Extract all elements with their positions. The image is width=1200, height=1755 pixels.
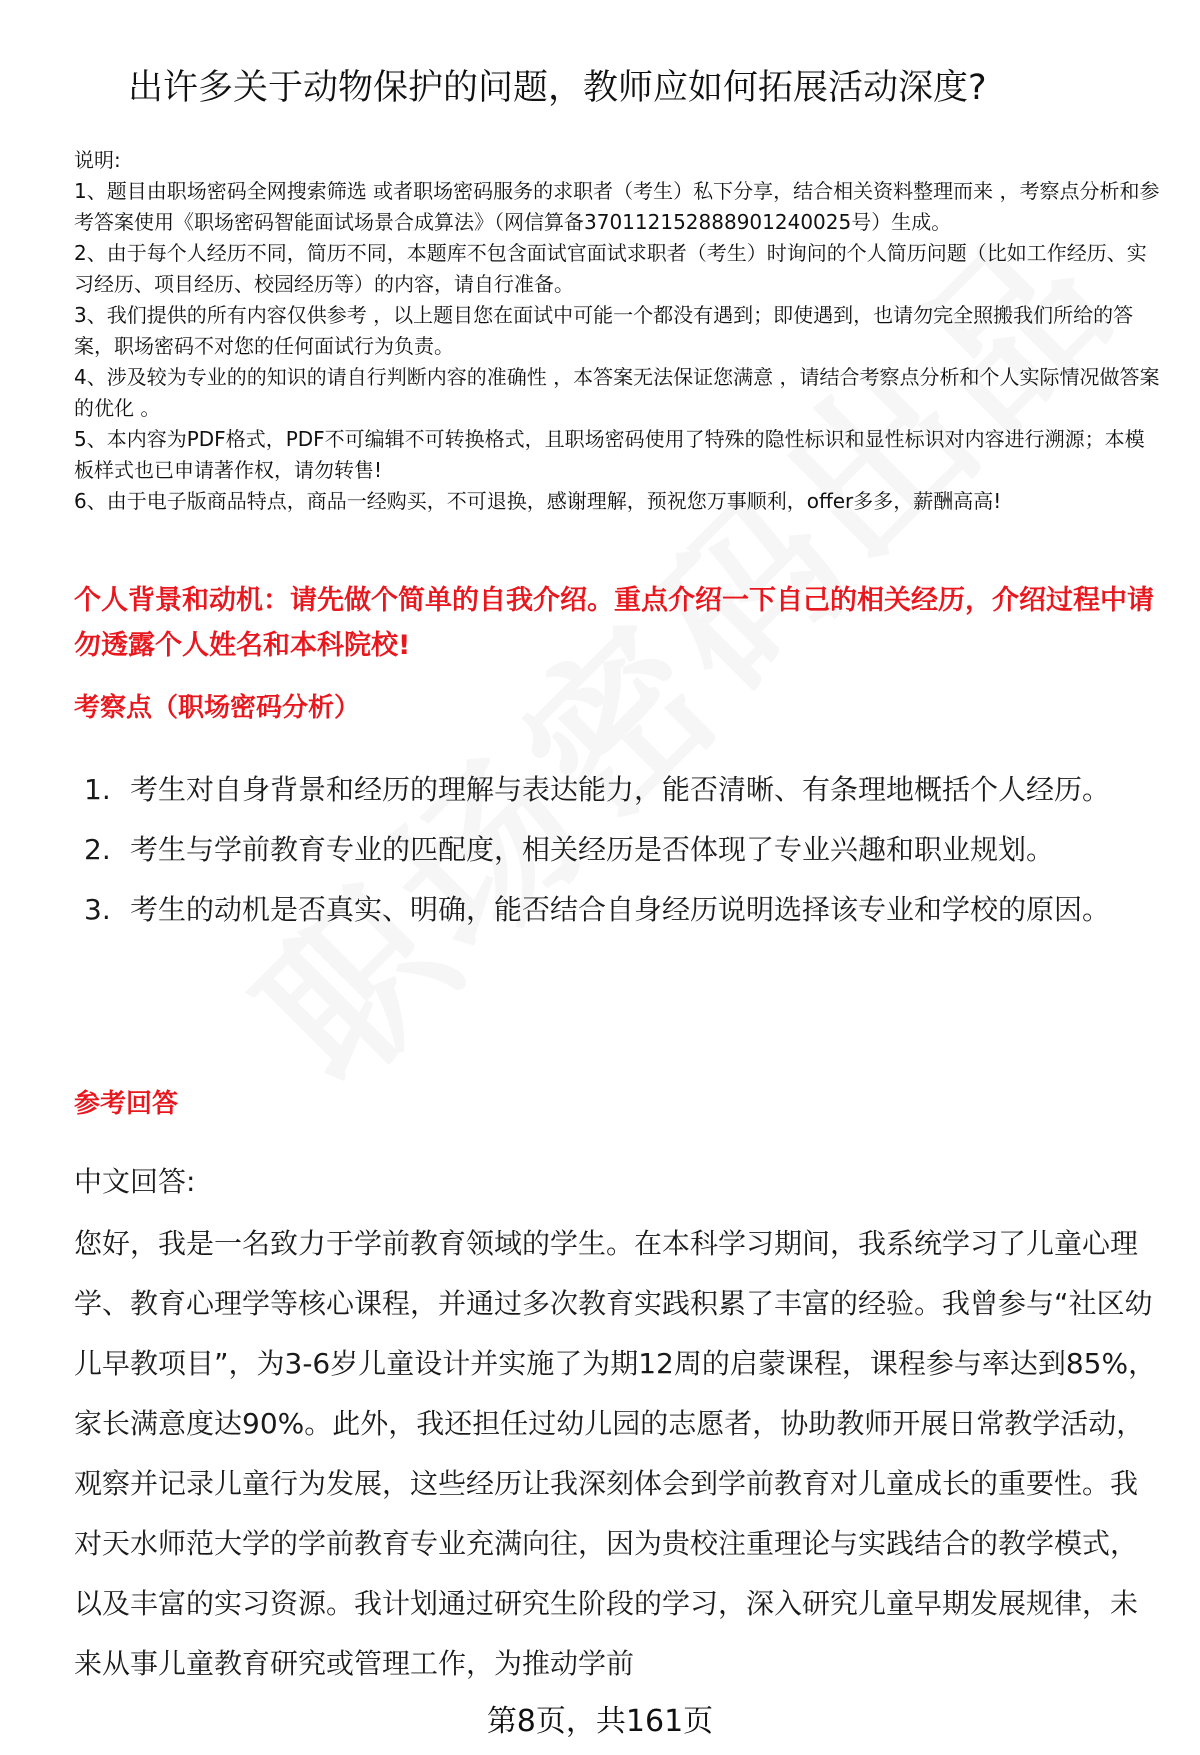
key-point-item bbox=[84, 820, 1144, 880]
key-point-text: 考生的动机是否真实、明确，能否结合自身经历说明选择该专业和学校的原因。 bbox=[130, 893, 1111, 926]
key-point-number: 3. bbox=[84, 893, 111, 926]
note-item: 3、我们提供的所有内容仅供参考 ，以上题目您在面试中可能一个都没有遇到；即使遇到，也请勿完全照搬我们所给的答案，职场密码不对您的任何面试行为负责。 bbox=[74, 303, 1134, 358]
key-points-list bbox=[84, 760, 1144, 940]
key-point-text: 考生对自身背景和经历的理解与表达能力，能否清晰、有条理地概括个人经历。 bbox=[130, 773, 1111, 806]
answer-body: 您好，我是一名致力于学前教育领域的学生。在本科学习期间，我系统学习了儿童心理学、教育心理学等核心课程，并通过多次教育实践积累了丰富的经验。我曾参与“社区幼儿早教项目”，为3-6岁儿童设计并实施了为期12周的启蒙课程，课程参与率达到85%，家长满意度达90%。此外，我还担任过幼儿园的志愿者，协助教师开展日常教学活动，观察并记录儿童行为发展，这些经历让我深刻体会到学前教育对儿童成长的重要性。我对天水师范大学的学前教育专业充满向往，因为贵校注重理论与实践结合的教学模式，以及丰富的实习资源。我计划通过研究生阶段的学习，深入研究儿童早期发展规律，未来从事儿童教育研究或管理工作，为推动学前 bbox=[74, 1227, 1157, 1680]
note-item: 4、涉及较为专业的的知识的请自行判断内容的准确性 ，本答案无法保证您满意 ，请结合考察点分析和个人实际情况做答案的优化 。 bbox=[74, 365, 1160, 420]
note-item: 1、题目由职场密码全网搜索筛选 或者职场密码服务的求职者（考生）私下分享，结合相关资料整理而来 ，考察点分析和参考答案使用《职场密码智能面试场景合成算法》（网信算备370112152888901240025号）生成。 bbox=[74, 179, 1160, 234]
notes-section bbox=[74, 145, 1164, 517]
answer-heading: 参考回答 bbox=[74, 1089, 179, 1119]
key-point-number: 2. bbox=[84, 833, 111, 866]
key-point-text: 考生与学前教育专业的匹配度，相关经历是否体现了专业兴趣和职业规划。 bbox=[130, 833, 1055, 866]
question-heading: 个人背景和动机：请先做个简单的自我介绍。重点介绍一下自己的相关经历，介绍过程中请勿透露个人姓名和本科院校! bbox=[74, 585, 1154, 661]
note-item: 5、本内容为PDF格式，PDF不可编辑不可转换格式，且职场密码使用了特殊的隐性标识和显性标识对内容进行溯源；本模板样式也已申请著作权，请勿转售! bbox=[74, 427, 1145, 482]
key-point-item bbox=[84, 760, 1144, 820]
key-point-number: 1. bbox=[84, 773, 111, 806]
page-number: 第8页，共161页 bbox=[486, 1704, 714, 1739]
answer-label: 中文回答: bbox=[74, 1165, 196, 1198]
notes-heading: 说明: bbox=[74, 148, 121, 172]
page-title: 出许多关于动物保护的问题，教师应如何拓展活动深度? bbox=[128, 68, 987, 108]
note-item: 6、由于电子版商品特点，商品一经购买，不可退换，感谢理解，预祝您万事顺利，offer多多，薪酬高高! bbox=[74, 489, 1002, 513]
key-points-heading: 考察点（职场密码分析） bbox=[74, 693, 361, 723]
key-point-item bbox=[84, 880, 1144, 940]
note-item: 2、由于每个人经历不同，简历不同，本题库不包含面试官面试求职者（考生）时询问的个人简历问题（比如工作经历、实习经历、项目经历、校园经历等）的内容，请自行准备。 bbox=[74, 241, 1147, 296]
